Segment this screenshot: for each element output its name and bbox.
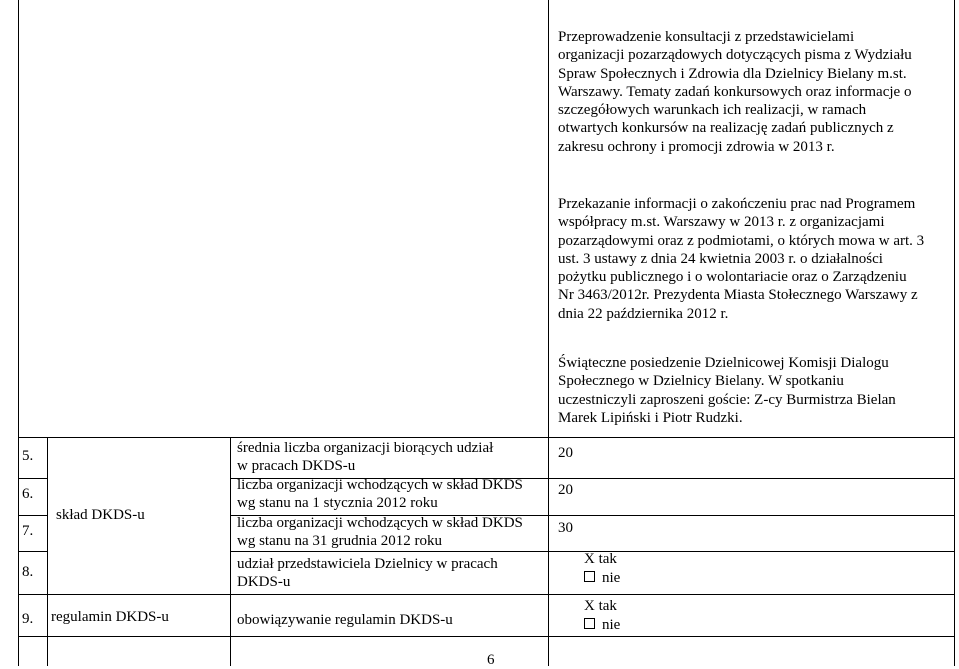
row-number-8: 8. bbox=[22, 564, 34, 580]
row-number-9: 9. bbox=[22, 611, 34, 627]
row9-option-no-label: nie bbox=[602, 617, 621, 633]
row-number-6: 6. bbox=[22, 486, 34, 502]
number-column-line bbox=[47, 437, 48, 666]
row-number-5: 5. bbox=[22, 448, 34, 464]
indicator-7: liczba organizacji wchodzących w skład DKDS wg stanu na 31 grudnia 2012 roku bbox=[237, 515, 523, 549]
right-border-line bbox=[954, 0, 955, 666]
row-line-7-8 bbox=[18, 551, 47, 552]
indicator-5: średnia liczba organizacji biorących udział w pracach DKDS-u bbox=[237, 440, 494, 474]
row-line-5-6 bbox=[18, 478, 47, 479]
indicator-6: liczba organizacji wchodzących w skład DKDS wg stanu na 1 stycznia 2012 roku bbox=[237, 477, 523, 511]
row9-label: regulamin DKDS-u bbox=[51, 609, 169, 625]
group-label: skład DKDS-u bbox=[56, 507, 145, 523]
entry-program-info: Przekazanie informacji o zakończeniu prac nad Programem współpracy m.st. Warszawy w 2013 r. z organizacjami pozarządowymi oraz z podmiotami, o których mowa w art. 3 ust. 3 ustawy z dnia 24 kwietnia 2003 r. o działalności pożytku publicznego i o wolontariacie oraz o Zarządzeniu Nr 3463/2012r. Prezydenta Miasta Stołecznego Warszawy z dnia 22 października 2012 r. bbox=[558, 196, 925, 322]
value-5: 20 bbox=[558, 445, 573, 461]
page-number: 6 bbox=[487, 652, 495, 668]
entry-christmas-meeting: Świąteczne posiedzenie Dzielnicowej Komisji Dialogu Społecznego w Dzielnicy Bielany. W spotkaniu uczestniczyli zaproszeni goście: Z-cy Burmistrza Bielan Marek Lipiński i Piotr Rudzki. bbox=[558, 355, 896, 426]
checkbox-icon bbox=[584, 571, 595, 582]
row8-option-no bbox=[584, 569, 620, 588]
row-line-8-9 bbox=[18, 594, 955, 595]
indicator-8: udział przedstawiciela Dzielnicy w pracach DKDS-u bbox=[237, 556, 498, 590]
row9-option-no bbox=[584, 616, 620, 635]
row9-option-yes: X tak bbox=[584, 598, 617, 614]
left-border-line bbox=[18, 0, 19, 666]
entry-consultation: Przeprowadzenie konsultacji z przedstawicielami organizacji pozarządowych dotyczących pisma z Wydziału Spraw Społecznych i Zdrowia dla Dzielnicy Bielany m.st. Warszawy. Tematy zadań konkursowych oraz informacje o szczegółowych warunkach ich realizacji, w ramach otwartych konkursów na realizację zadań publicznych z zakresu ochrony i promocji zdrowia w 2013 r. bbox=[558, 29, 912, 155]
table-top-line bbox=[18, 437, 955, 438]
row-line-9-bottom bbox=[18, 636, 955, 637]
row8-option-no-label: nie bbox=[602, 570, 621, 586]
row8-option-yes: X tak bbox=[584, 551, 617, 567]
value-6: 20 bbox=[558, 482, 573, 498]
value-column-line bbox=[548, 0, 549, 666]
checkbox-icon bbox=[584, 618, 595, 629]
row-line-6-7 bbox=[18, 515, 47, 516]
value-7: 30 bbox=[558, 520, 573, 536]
row-number-7: 7. bbox=[22, 523, 34, 539]
indicator-9: obowiązywanie regulamin DKDS-u bbox=[237, 612, 453, 628]
